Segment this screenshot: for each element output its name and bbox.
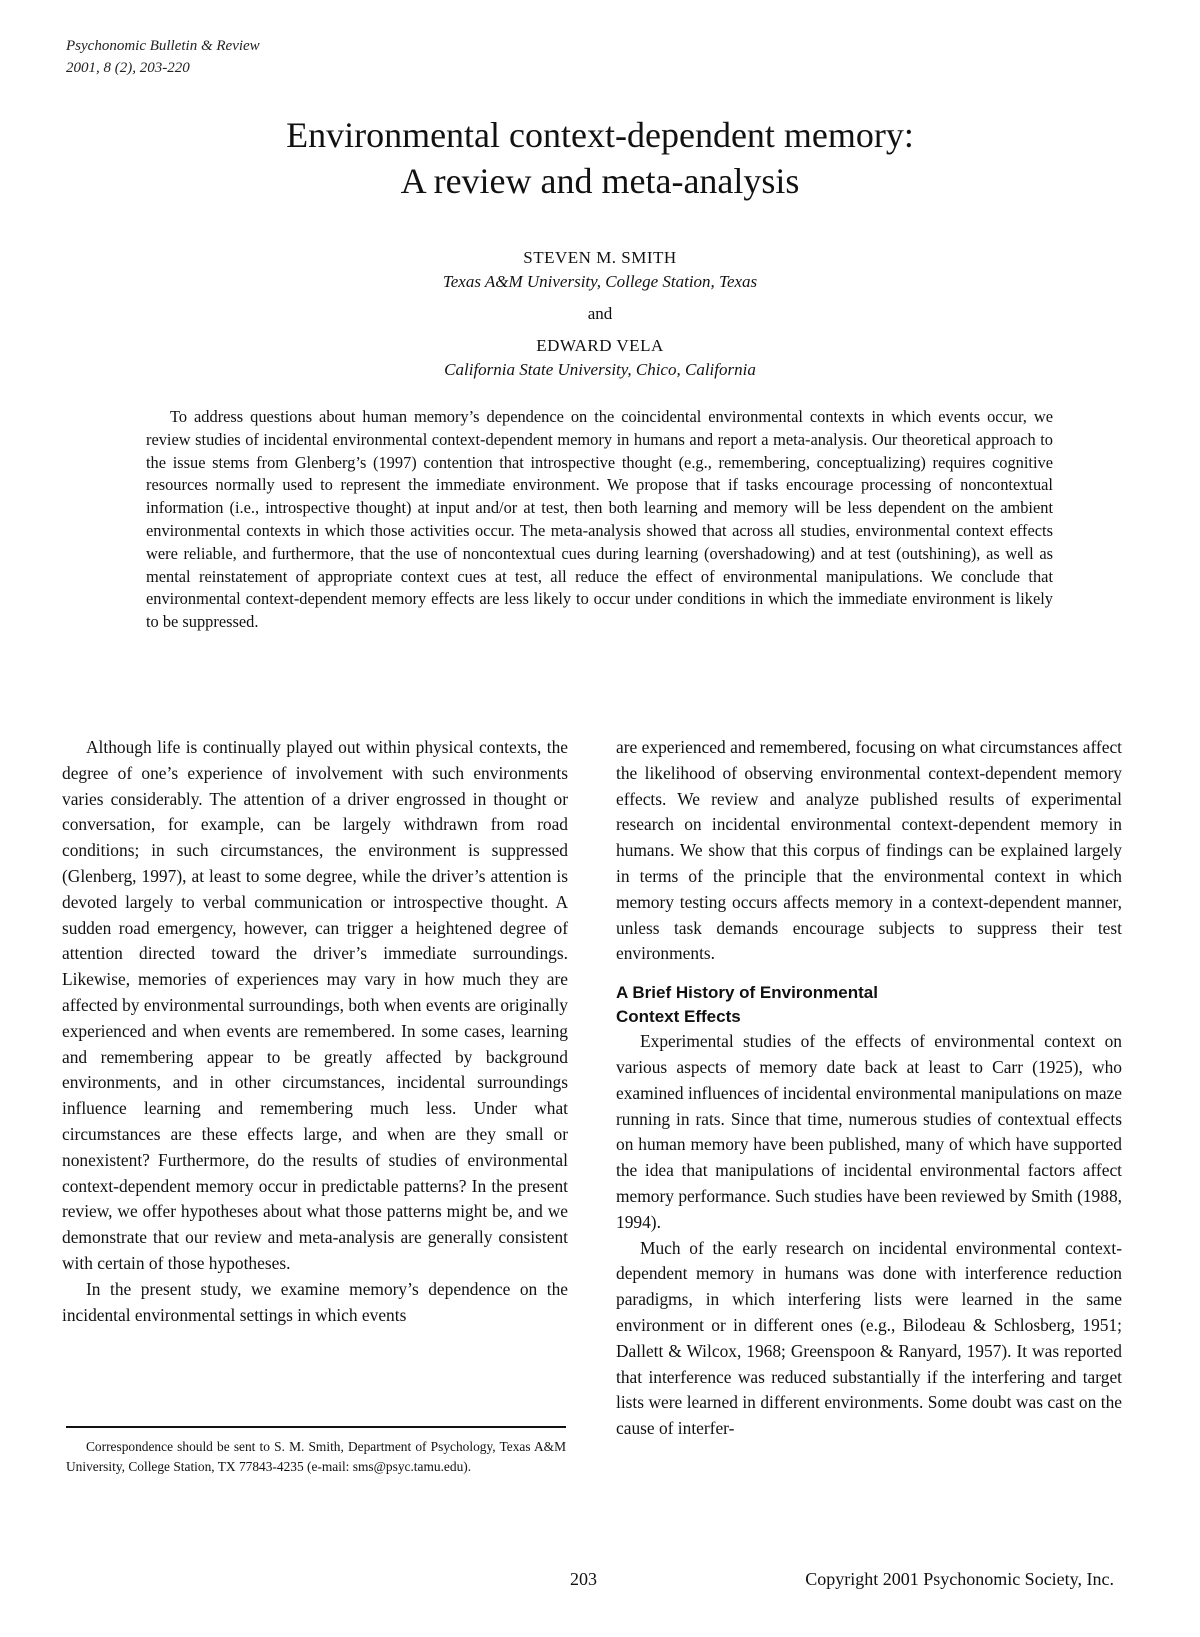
journal-header: [66, 35, 260, 79]
author-name-smith: STEVEN M. SMITH: [523, 248, 677, 267]
body-paragraph: In the present study, we examine memory’s dependence on the incidental environmental settings in which events: [62, 1278, 568, 1325]
body-paragraph: Much of the early research on incidental environmental context-dependent memory in humans was done with interference reduction paradigms, in which interfering lists were learned in the same environment or in different ones (e.g., Bilodeau & Schlosberg, 1951; Dallett & Wilcox, 1968; Greenspoon & Ranyard, 1957). It was reported that interference was reduced substantially if the interfering and target lists were learned in different environments. Some doubt was cast on the cause of interfer-: [616, 1237, 1122, 1439]
body-paragraph: Although life is continually played out within physical contexts, the degree of one’s experience of involvement with such environments varies considerably. The attention of a driver engrossed in thought or conversation, for example, can be largely withdrawn from road conditions; in such circumstances, the environment is suppressed (Glenberg, 1997), at least to some degree, while the driver’s attention is devoted largely to verbal communication or introspective thought. A sudden road emergency, however, can trigger a heightened degree of attention directed toward the driver’s immediate surroundings. Likewise, memories of experiences may vary in how much they are affected by environmental surroundings, both when events are originally experienced and when events are remembered. In some cases, learning and remembering appear to be greatly affected by background environments, and in other circumstances, incidental surroundings influence learning and remembering much less. Under what circumstances are these effects large, and when are they small or nonexistent? Furthermore, do the results of studies of environmental context-dependent memory occur in predictable patterns? In the present review, we offer hypotheses about what those patterns might be, and we demonstrate that our review and meta-analysis are generally consistent with certain of those hypotheses.: [62, 737, 568, 1273]
section-heading-line-2: Context Effects: [616, 1007, 741, 1027]
body-column-left: [62, 735, 568, 1328]
author-block: [0, 246, 1200, 382]
author-name-vela: EDWARD VELA: [536, 336, 664, 355]
abstract: To address questions about human memory’s dependence on the coincidental environmental contexts in which events occur, we review studies of incidental environmental context-dependent memory in humans and report a meta-analysis. Our theoretical approach to the issue stems from Glenberg’s (1997) contention that introspective thought (e.g., remembering, conceptualizing) requires cognitive resources normally used to represent the immediate environment. We propose that if tasks encourage processing of noncontextual information (i.e., introspective thought) at input and/or at test, then both learning and memory will be less dependent on the ambient environmental contexts in which those activities occur. The meta-analysis showed that across all studies, environmental context effects were reliable, and furthermore, that the use of noncontextual cues during learning (overshadowing) and at test (outshining), as well as mental reinstatement of appropriate context cues at test, all reduce the effect of environmental manipulations. We conclude that environmental context-dependent memory effects are less likely to occur under conditions in which the immediate environment is likely to be suppressed.: [146, 407, 1053, 632]
body-column-right: [616, 735, 1122, 1442]
article-title-line-2: A review and meta-analysis: [400, 161, 800, 201]
page-number: 203: [570, 1569, 597, 1589]
author-conjunction: and: [587, 304, 613, 323]
correspondence-footnote: Correspondence should be sent to S. M. Smith, Department of Psychology, Texas A&M University, College Station, TX 77843-4235 (e-mail: sms@psyc.tamu.edu).: [66, 1439, 566, 1474]
section-heading-line-1: A Brief History of Environmental: [616, 983, 878, 1003]
body-paragraph: Experimental studies of the effects of environmental context on various aspects of memory date back at least to Carr (1925), who examined influences of incidental environmental manipulations on maze running in rats. Since that time, numerous studies of contextual effects on human memory have been published, many of which have supported the idea that manipulations of incidental environmental factors affect memory performance. Such studies have been reviewed by Smith (1988, 1994).: [616, 1031, 1122, 1232]
copyright-notice: Copyright 2001 Psychonomic Society, Inc.: [805, 1569, 1114, 1589]
author-affiliation-vela: California State University, Chico, California: [444, 360, 756, 379]
footnote-divider: [66, 1426, 566, 1428]
article-title: [0, 112, 1200, 204]
journal-name: Psychonomic Bulletin & Review: [66, 38, 260, 54]
article-title-line-1: Environmental context-dependent memory:: [286, 115, 914, 155]
journal-citation: 2001, 8 (2), 203-220: [66, 60, 190, 76]
author-affiliation-smith: Texas A&M University, College Station, Texas: [442, 272, 758, 291]
body-paragraph: are experienced and remembered, focusing on what circumstances affect the likelihood of observing environmental context-dependent memory effects. We review and analyze published results of experimental research on incidental environmental context-dependent memory in humans. We show that this corpus of findings can be explained largely in terms of the principle that the environmental context in which memory testing occurs affects memory in a context-dependent manner, unless task demands encourage subjects to suppress their test environments.: [616, 737, 1122, 964]
section-heading: [616, 981, 1122, 1029]
